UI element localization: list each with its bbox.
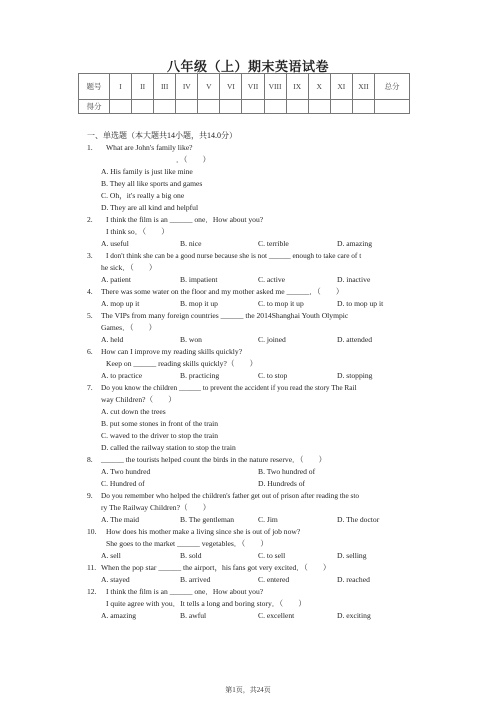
score-cell[interactable] [154, 100, 176, 114]
option-b[interactable]: B. impatient [180, 275, 218, 284]
score-cell[interactable] [176, 100, 198, 114]
question-number: 1. [87, 143, 93, 152]
option-c[interactable]: C. terrible [258, 239, 289, 248]
question-stem: When the pop star ______ the airport，his fans got very excited．（ ） [101, 563, 331, 572]
question-stem: The VIPs from many foreign countries ______ the 2014Shanghai Youth Olympic [101, 311, 349, 320]
score-table [78, 73, 410, 114]
option-a[interactable]: A. useful [101, 239, 129, 248]
question-stem: What are John's family like? [106, 143, 193, 152]
option-b[interactable]: B. awful [180, 611, 207, 620]
score-header-cell: IV [176, 74, 198, 100]
score-cell[interactable] [286, 100, 308, 114]
score-table-header-row [79, 74, 410, 100]
question-number: 11. [87, 563, 97, 572]
score-row-label: 得分 [79, 100, 110, 114]
score-header-cell: III [154, 74, 176, 100]
score-cell[interactable] [330, 100, 352, 114]
page-footer: 第1页，共24页 [225, 686, 271, 694]
question-stem: Do you know the children ______ to prevent the accident if you read the story The Rail [101, 383, 357, 392]
score-cell[interactable] [352, 100, 374, 114]
score-header-cell: 总分 [375, 74, 410, 100]
score-header-cell: IX [286, 74, 308, 100]
question-stem: Do you remember who helped the children's father get out of prison after reading the sto [101, 491, 360, 500]
option-d[interactable]: D. The doctor [337, 515, 380, 524]
option-c[interactable]: C. Oh，it's really a big one [101, 191, 185, 200]
score-cell[interactable] [198, 100, 220, 114]
option-c[interactable]: C. Hundred of [101, 479, 145, 488]
score-cell[interactable] [242, 100, 264, 114]
option-b[interactable]: B. arrived [180, 575, 211, 584]
question-number: 3. [87, 251, 93, 260]
score-table-score-row [79, 100, 410, 114]
score-header-cell: II [132, 74, 154, 100]
score-cell[interactable] [220, 100, 242, 114]
option-c[interactable]: C. Jim [258, 515, 278, 524]
option-b[interactable]: B. put some stones in front of the train [101, 419, 219, 428]
score-header-cell: VI [220, 74, 242, 100]
score-cell[interactable] [375, 100, 410, 114]
score-cell[interactable] [308, 100, 330, 114]
option-a[interactable]: A. cut down the trees [101, 407, 166, 416]
option-c[interactable]: C. entered [258, 575, 290, 584]
question-stem: How does his mother make a living since she is out of job now? [106, 527, 301, 536]
question-stem-cont: Games．（ ） [101, 323, 157, 332]
score-header-cell: X [308, 74, 330, 100]
option-c[interactable]: C. to mop it up [258, 299, 304, 308]
option-c[interactable]: C. active [258, 275, 285, 284]
option-a[interactable]: A. stayed [101, 575, 130, 584]
option-d[interactable]: D. inactive [337, 275, 371, 284]
option-a[interactable]: A. amazing [101, 611, 137, 620]
option-d[interactable]: D. exciting [337, 611, 371, 620]
question-stem-cont: She goes to the market ______ vegetables．（ ） [106, 539, 268, 548]
option-c[interactable]: C. to sell [258, 551, 286, 560]
option-d[interactable]: D. stopping [337, 371, 373, 380]
question-number: 7. [87, 383, 93, 392]
option-d[interactable]: D. They are all kind and helpful [101, 203, 199, 212]
page-title: 八年级（上）期末英语试卷 [166, 59, 329, 74]
question-stem: I think the film is an ______ one．How about you? [106, 215, 264, 224]
question-number: 9. [87, 491, 93, 500]
score-cell[interactable] [132, 100, 154, 114]
section-heading: 一、单选题（本大题共14小题，共14.0分） [87, 131, 237, 140]
option-a[interactable]: A. held [101, 335, 124, 344]
score-cell[interactable] [264, 100, 286, 114]
option-a[interactable]: A. His family is just like mine [101, 167, 193, 176]
option-b[interactable]: B. won [180, 335, 202, 344]
option-c[interactable]: C. waved to the driver to stop the train [101, 431, 219, 440]
question-stem-cont: Keep on ______ reading skills quickly?（ ） [106, 359, 258, 368]
score-header-cell: XII [352, 74, 374, 100]
option-d[interactable]: D. called the railway station to stop the train [101, 443, 236, 452]
option-b[interactable]: B. sold [180, 551, 202, 560]
question-number: 5. [87, 311, 93, 320]
score-header-cell: XI [330, 74, 352, 100]
option-b[interactable]: B. They all like sports and games [101, 179, 203, 188]
option-d[interactable]: D. amazing [337, 239, 373, 248]
question-number: 6. [87, 347, 93, 356]
option-a[interactable]: A. Two hundred [101, 467, 151, 476]
option-d[interactable]: D. attended [337, 335, 373, 344]
option-b[interactable]: B. The gentleman [180, 515, 235, 524]
option-b[interactable]: B. nice [180, 239, 202, 248]
option-b[interactable]: B. practicing [180, 371, 220, 380]
option-d[interactable]: D. to mop up it [337, 299, 384, 308]
option-a[interactable]: A. sell [101, 551, 121, 560]
score-header-cell: VIII [264, 74, 286, 100]
option-d[interactable]: D. selling [337, 551, 367, 560]
score-cell[interactable] [110, 100, 132, 114]
score-header-cell: I [110, 74, 132, 100]
question-stem-cont: I think so．（ ） [106, 227, 169, 236]
question-number: 12. [87, 587, 97, 596]
question-number: 10. [87, 527, 97, 536]
score-header-cell: V [198, 74, 220, 100]
question-number: 8. [87, 455, 93, 464]
option-c[interactable]: C. to stop [258, 371, 288, 380]
question-stem: There was some water on the floor and my mother asked me ______．（ ） [101, 287, 344, 296]
option-a[interactable]: A. patient [101, 275, 131, 284]
question-stem-cont: I quite agree with you．It tells a long and boring story．（ ） [106, 599, 306, 608]
question-stem-cont: ．（ ） [176, 155, 211, 164]
option-b[interactable]: B. Two hundred of [258, 467, 316, 476]
option-d[interactable]: D. Hundreds of [258, 479, 306, 488]
question-stem-cont: way Children?（ ） [101, 395, 176, 404]
question-number: 4. [87, 287, 93, 296]
option-a[interactable]: A. The maid [101, 515, 140, 524]
question-stem: I don't think she can be a good nurse because she is not ______ enough to take care of t [106, 251, 362, 260]
option-a[interactable]: A. to practice [101, 371, 143, 380]
option-d[interactable]: D. reached [337, 575, 370, 584]
question-stem-cont: he sick．（ ） [101, 263, 157, 272]
option-c[interactable]: C. joined [258, 335, 286, 344]
option-b[interactable]: B. mop it up [180, 299, 218, 308]
question-stem-cont: ry The Railway Children?（ ） [101, 503, 211, 512]
question-number: 2. [87, 215, 93, 224]
option-a[interactable]: A. mop up it [101, 299, 140, 308]
question-stem: ______ the tourists helped count the birds in the nature reserve．（ ） [101, 455, 327, 464]
score-header-cell: 题号 [79, 74, 110, 100]
score-header-cell: VII [242, 74, 264, 100]
option-c[interactable]: C. excellent [258, 611, 295, 620]
question-stem: How can I improve my reading skills quickly? [101, 347, 243, 356]
question-stem: I think the film is an ______ one．How about you? [106, 587, 264, 596]
